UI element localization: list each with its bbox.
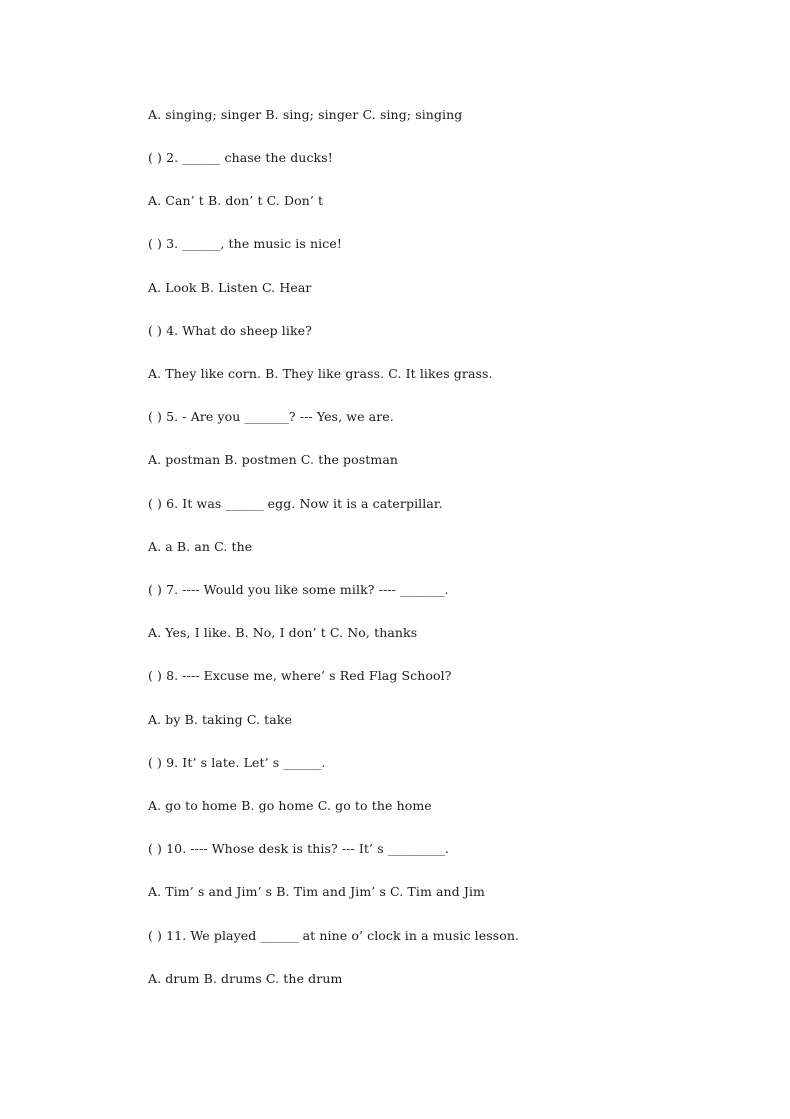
- question-10: ( ) 10. ---- Whose desk is this? --- It’ s _________.: [148, 841, 450, 856]
- question-11: ( ) 11. We played ______ at nine o’ clock in a music lesson.: [148, 928, 520, 943]
- answer-options-1: A. singing; singer B. sing; singer C. sing; singing: [148, 107, 463, 122]
- question-9: ( ) 9. It’ s late. Let’ s ______.: [148, 755, 326, 770]
- answer-options-2: A. Can’ t B. don’ t C. Don’ t: [148, 193, 324, 208]
- answer-options-7: A. Yes, I like. B. No, I don’ t C. No, thanks: [148, 625, 418, 640]
- answer-options-10: A. Tim’ s and Jim’ s B. Tim and Jim’ s C. Tim and Jim: [148, 884, 486, 899]
- answer-options-11: A. drum B. drums C. the drum: [148, 971, 343, 986]
- question-3: ( ) 3. ______, the music is nice!: [148, 236, 342, 251]
- answer-options-9: A. go to home B. go home C. go to the home: [148, 798, 432, 813]
- question-4: ( ) 4. What do sheep like?: [148, 323, 312, 338]
- question-8: ( ) 8. ---- Excuse me, where’ s Red Flag School?: [148, 668, 452, 683]
- question-6: ( ) 6. It was ______ egg. Now it is a caterpillar.: [148, 496, 443, 511]
- answer-options-4: A. They like corn. B. They like grass. C. It likes grass.: [148, 366, 493, 381]
- answer-options-6: A. a B. an C. the: [148, 539, 253, 554]
- question-2: ( ) 2. ______ chase the ducks!: [148, 150, 333, 165]
- answer-options-8: A. by B. taking C. take: [148, 712, 293, 727]
- question-5: ( ) 5. - Are you _______? --- Yes, we are.: [148, 409, 394, 424]
- answer-options-3: A. Look B. Listen C. Hear: [148, 280, 312, 295]
- question-7: ( ) 7. ---- Would you like some milk? ---- _______.: [148, 582, 449, 597]
- answer-options-5: A. postman B. postmen C. the postman: [148, 452, 399, 467]
